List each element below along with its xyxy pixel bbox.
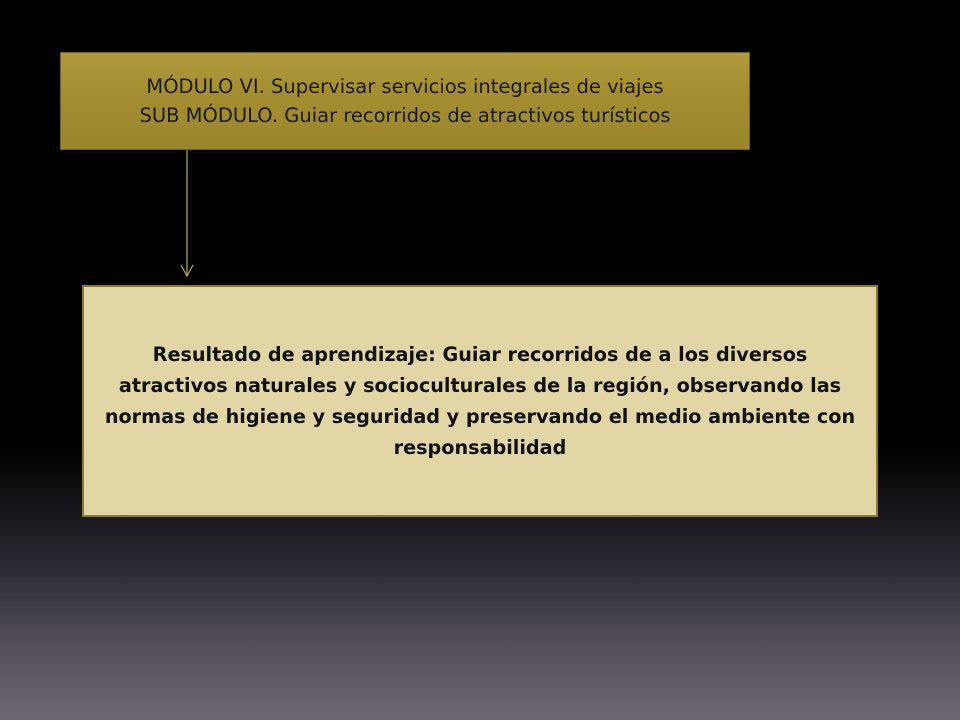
learning-outcome-box [82, 285, 878, 517]
module-box [60, 52, 750, 150]
learning-outcome-text: Resultado de aprendizaje: Guiar recorridos de a los diversos atractivos naturales y socioculturales de la región, observando las normas de higiene y seguridad y preservando el medio ambiente con responsabilidad [104, 343, 856, 459]
module-title: MÓDULO VI. Supervisar servicios integrales de viajes [146, 75, 664, 98]
arrow-head-icon [181, 265, 193, 276]
submodule-title: SUB MÓDULO. Guiar recorridos de atractivos turísticos [139, 104, 671, 127]
